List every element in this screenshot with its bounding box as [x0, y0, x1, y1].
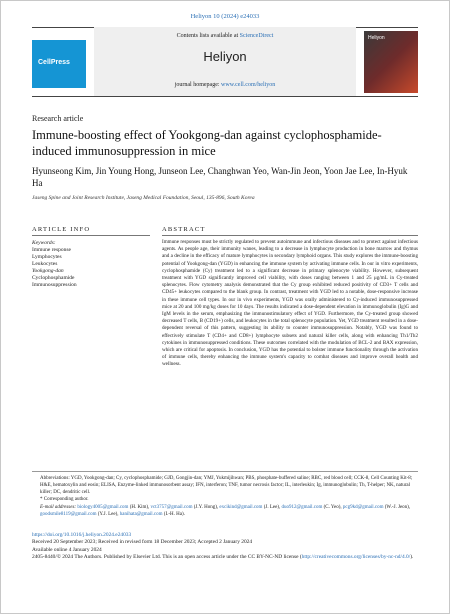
email-link[interactable]: vct3757@gmail.com	[150, 505, 193, 511]
email-owner: (J. Lee),	[262, 505, 282, 511]
available-online: Available online 4 January 2024	[32, 546, 102, 553]
email-addresses	[40, 505, 418, 519]
footnote-rule	[32, 471, 418, 472]
email-link[interactable]: pcg9kd@gmail.com	[342, 505, 384, 511]
homepage-text: journal homepage:	[174, 82, 222, 88]
corresponding-author-note: * Corresponding author.	[40, 497, 89, 503]
keyword-item: Lymphocytes	[32, 254, 62, 260]
email-link[interactable]: goodsmile8119@gmail.com	[40, 511, 97, 517]
journal-masthead	[32, 27, 418, 97]
sciencedirect-link[interactable]: ScienceDirect	[239, 33, 274, 39]
keyword-list	[32, 247, 150, 289]
email-owner: (J.Y. Hong),	[192, 505, 220, 511]
abstract-text: Immune responses must be strictly regulated to prevent autoimmune and infectious diseases and to protect against infectious agents. As people age, their immunity wanes, leading to a decrease in lymphocyte production in bone marrow and thymus and a decline in the efficacy of mature lymphocytes in secondary lymphoid organs. This study explores the immune-boosting potential of Yookgong-dan (YGD) in enhancing the immune system by activating immune cells. In our in vitro experiments, cyclophosphamide (Cy) treatment led to a significant decrease in primary splenocyte viability. However, subsequent treatment with YGD significantly improved cell viability, with doses ranging between 1 and 25 μg/mL in Cy-treated splenocytes. Flow cytometry analysis demonstrated that the Cy group exhibited reduced positivity of CD3+ T cells and CD45+ leukocytes compared to the blank group. In contrast, treatment with YGD led to a notable, dose-responsive increase in these immune cell types. In our in vivo experiments, YGD was orally administered to Cy-induced immunosuppressed mice at 20 and 100 mg/kg doses for 10 days. The results indicated a dose-dependent elevation in immunoglobulin (Ig)G and IgM levels in the serum, emphasizing the immunostimulatory effect of YGD. Furthermore, the Cy-treated group showed decreased T cells, B (CD19+) cells, and leukocytes in the total splenocyte population. Yet, YGD treatment resulted in a dose-dependent reversal of this pattern, suggesting its ability to counter immunosuppression. Notably, YGD was found to effectively stimulate T (CD4+ and CD8+) lymphocyte subsets and natural killer cells, along with enhancing Th1/Th2 cytokines in immunosuppressed conditions. These outcomes correlated with the modulation of BCL-2 and BAX expression, which are critical for apoptosis. In conclusion, YGD has the potential to bolster immune functionality through the activation of immune cells, thereby enhancing the immune system's capacity to combat diseases and improve overall health and wellness.	[162, 239, 418, 368]
license-statement	[32, 554, 418, 561]
email-label: E-mail addresses:	[40, 505, 77, 511]
affiliation: Jaseng Spine and Joint Research Institute, Jaseng Medical Foundation, Seoul, 135-896, South Korea	[32, 195, 255, 201]
email-owner: (Y.J. Lee),	[96, 511, 120, 517]
publisher-logo-text: CellPress	[38, 59, 70, 66]
journal-reference[interactable]: Heliyon 10 (2024) e24033	[190, 13, 260, 20]
license-text: 2405-8440/© 2024 The Authors. Published by Elsevier Ltd. This is an open access article under the CC BY-NC-ND license (	[32, 554, 302, 561]
publication-info	[32, 532, 418, 562]
journal-cover-image[interactable]	[364, 31, 418, 93]
keywords-label: Keywords:	[32, 240, 56, 246]
article-type: Research article	[32, 114, 84, 123]
author-list: Hyunseong Kim, Jin Young Hong, Junseon Lee, Changhwan Yeo, Wan-Jin Jeon, Yoon Jae Lee, In-Hyuk Ha	[32, 166, 408, 188]
cover-title: Heliyon	[368, 35, 385, 41]
publisher-logo[interactable]	[32, 40, 86, 88]
email-owner: (H. Kim),	[128, 505, 151, 511]
received-dates: Received 20 September 2023; Received in revised form 18 December 2023; Accepted 2 January 2024	[32, 539, 253, 546]
abstract-heading: ABSTRACT	[162, 226, 206, 233]
email-link[interactable]: biology4005@gmail.com	[77, 505, 129, 511]
email-link[interactable]: duo912@gmail.com	[281, 505, 323, 511]
article-info-heading: ARTICLE INFO	[32, 226, 91, 233]
keyword-item: Leukocytes	[32, 261, 58, 267]
contents-text: Contents lists available at	[176, 33, 240, 39]
article-info-rule	[32, 235, 150, 236]
contents-line	[94, 33, 356, 39]
article-title: Immune-boosting effect of Yookgong-dan against cyclophosphamide-induced immunosuppression in mice	[32, 128, 382, 158]
abstract-rule	[162, 235, 418, 236]
keyword-item: Cyclophosphamide	[32, 275, 75, 281]
homepage-link[interactable]: www.cell.com/heliyon	[221, 82, 276, 88]
license-link[interactable]: http://creativecommons.org/licenses/by-nc-nd/4.0/	[301, 554, 411, 561]
email-owner: (W.-J. Jeon),	[383, 505, 411, 511]
keyword-item: Yookgong-dan	[32, 268, 64, 274]
email-link[interactable]: hanihata@gmail.com	[119, 511, 163, 517]
homepage-line	[94, 82, 356, 88]
footnotes	[40, 476, 418, 520]
journal-title: Heliyon	[203, 49, 247, 64]
email-link[interactable]: excikind@gmail.com	[219, 505, 263, 511]
keyword-item: Immunosuppression	[32, 282, 77, 288]
abbreviations: Abbreviations: YGD, Yookgong-dan; Cy, cyclophosphamide; GJD, Gongjin-dan; YMJ, Yukmijihwan; PBS, phosphate-buffered saline; RBC, red blood cell; CCK-8, Cell Counting Kit-8; H&E, hematoxylin and eosin; ELISA, Enzyme-linked immunosorbent assay; IFN, interferon; TNF, tumor necrosis factor; IL, interleukin; Ig, immunoglobulin; Th, T-helper; NK, natural killer; DC, dendritic cell.	[40, 476, 413, 495]
masthead-center	[94, 27, 356, 97]
masthead-bottom-rule	[32, 96, 418, 97]
license-end: ).	[410, 554, 414, 561]
keyword-item: Immune response	[32, 247, 71, 253]
doi-link[interactable]: https://doi.org/10.1016/j.heliyon.2024.e24033	[32, 532, 132, 538]
email-owner: (C. Yeo),	[322, 505, 343, 511]
email-owner: (I.-H. Ha).	[162, 511, 185, 517]
